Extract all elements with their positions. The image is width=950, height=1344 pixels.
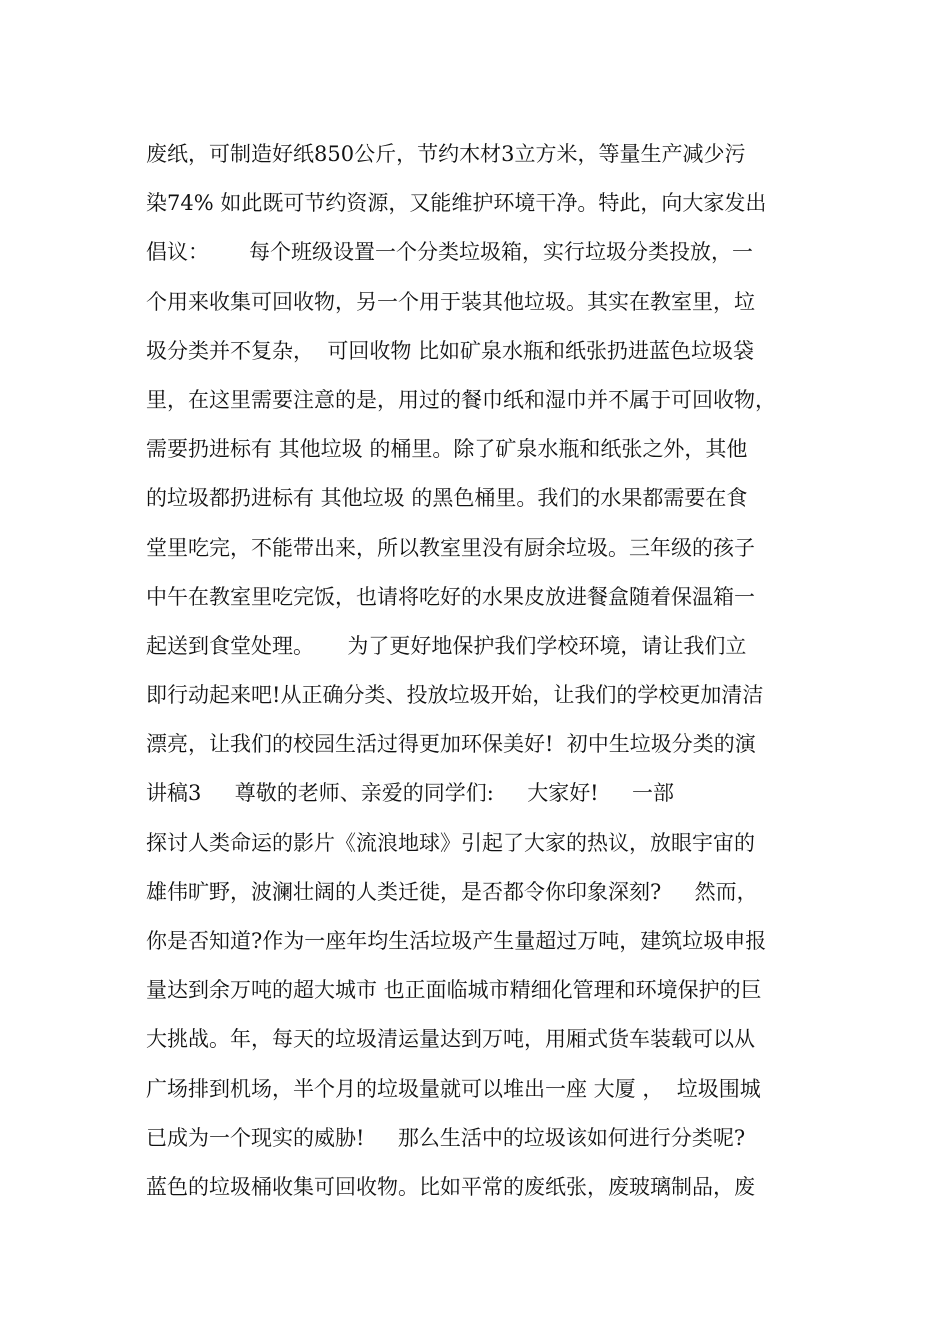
text-line: 染74% 如此既可节约资源，又能维护环境干净。特此，向大家发出 [146, 191, 767, 216]
text-line: 你是否知道?作为一座年均生活垃圾产生量超过万吨，建筑垃圾申报 [146, 929, 767, 953]
text-line: 中午在教室里吃完饭，也请将吃好的水果皮放进餐盒随着保温箱一 [146, 584, 755, 609]
text-line: 即行动起来吧!从正确分类、投放垃圾开始，让我们的学校更加清洁 [146, 683, 764, 708]
document-body [146, 134, 826, 1216]
text-line: 堂里吃完，不能带出来，所以教室里没有厨余垃圾。三年级的孩子 [146, 535, 755, 560]
text-line: 探讨人类命运的影片《流浪地球》引起了大家的热议，放眼宇宙的 [146, 830, 755, 855]
text-line: 起送到食堂处理。 为了更好地保护我们学校环境，请让我们立 [146, 633, 747, 658]
text-line: 里，在这里需要注意的是，用过的餐巾纸和湿巾并不属于可回收物， [146, 387, 776, 412]
text-line: 的垃圾都扔进标有 其他垃圾 的黑色桶里。我们的水果都需要在食 [146, 486, 748, 511]
text-line: 个用来收集可回收物，另一个用于装其他垃圾。其实在教室里，垃 [146, 289, 755, 314]
text-line: 倡议： 每个班级设置一个分类垃圾箱，实行垃圾分类投放，一 [146, 240, 754, 265]
text-line: 漂亮，让我们的校园生活过得更加环保美好! 初中生垃圾分类的演 [146, 732, 756, 757]
text-line: 废纸，可制造好纸850公斤，节约木材3立方米，等量生产减少污 [146, 142, 746, 166]
text-line: 大挑战。年，每天的垃圾清运量达到万吨，用厢式货车装载可以从 [146, 1027, 755, 1052]
text-line: 蓝色的垃圾桶收集可回收物。比如平常的废纸张，废玻璃制品，废 [146, 1174, 755, 1199]
text-line: 广场排到机场，半个月的垃圾量就可以堆出一座 大厦 ， 垃圾围城 [146, 1076, 761, 1101]
text-line: 需要扔进标有 其他垃圾 的桶里。除了矿泉水瓶和纸张之外，其他 [146, 437, 748, 462]
text-line: 讲稿3 尊敬的老师、亲爱的同学们: 大家好! 一部 [146, 781, 675, 806]
text-line: 雄伟旷野，波澜壮阔的人类迁徙，是否都令你印象深刻? 然而， [146, 879, 758, 904]
text-line: 量达到余万吨的超大城市 也正面临城市精细化管理和环境保护的巨 [146, 978, 762, 1003]
text-line: 已成为一个现实的威胁! 那么生活中的垃圾该如何进行分类呢? [146, 1125, 746, 1150]
text-line: 圾分类并不复杂， 可回收物 比如矿泉水瓶和纸张扔进蓝色垃圾袋 [146, 338, 755, 363]
